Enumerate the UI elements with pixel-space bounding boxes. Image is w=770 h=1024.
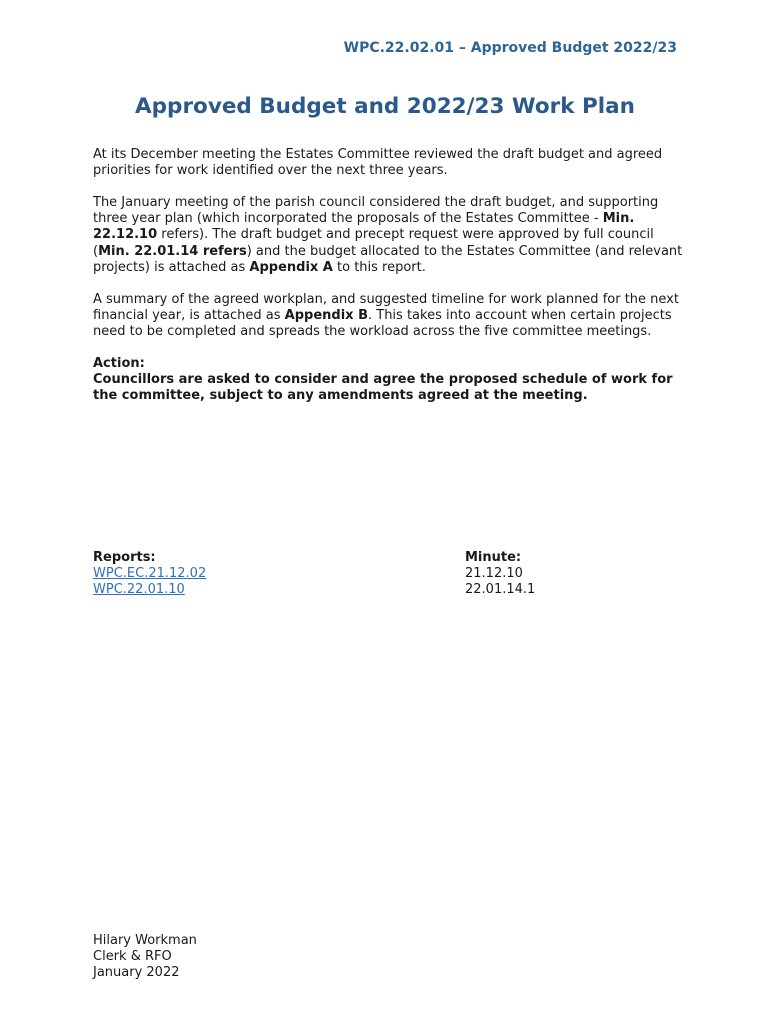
paragraph-december-meeting: At its December meeting the Estates Committee reviewed the draft budget and agreed priorities for work identified over the next three years. bbox=[93, 147, 663, 179]
para2-text-2: refers). The draft budget and precept request were approved by full council ( bbox=[93, 227, 654, 259]
reports-column bbox=[93, 550, 206, 599]
paragraph-january-meeting bbox=[93, 195, 693, 276]
action-block bbox=[93, 356, 693, 405]
document-reference: WPC.22.02.01 – Approved Budget 2022/23 bbox=[343, 40, 677, 56]
action-heading: Action: bbox=[93, 356, 145, 371]
minute-heading: Minute: bbox=[465, 550, 522, 565]
minute-item-22-01-14-1: 22.01.14.1 bbox=[465, 582, 536, 598]
minute-ref-22-12-10: Min. 22.12.10 bbox=[93, 211, 635, 243]
signoff-block bbox=[93, 933, 197, 982]
paragraph-workplan-summary bbox=[93, 292, 693, 341]
para2-text-3: ) and the budget allocated to the Estates Committee (and relevant projects) is attached as bbox=[93, 243, 683, 275]
minute-item-21-12-10: 21.12.10 bbox=[465, 566, 523, 582]
report-link-wpc-22-01-10[interactable]: WPC.22.01.10 bbox=[93, 582, 185, 598]
para2-text-1: The January meeting of the parish council considered the draft budget, and supporting three year plan (which incorporated the proposals of the Estates Committee - bbox=[93, 195, 659, 227]
reports-heading: Reports: bbox=[93, 550, 156, 565]
action-text: Councillors are asked to consider and agree the proposed schedule of work for the committee, subject to any amendments agreed at the meeting. bbox=[93, 372, 673, 404]
page-title: Approved Budget and 2022/23 Work Plan bbox=[135, 94, 635, 119]
para2-text-4: to this report. bbox=[332, 259, 426, 275]
appendix-b-ref: Appendix B bbox=[284, 308, 368, 324]
signoff-role: Clerk & RFO bbox=[93, 949, 172, 965]
signoff-date: January 2022 bbox=[93, 965, 180, 981]
para3-text-1: A summary of the agreed workplan, and suggested timeline for work planned for the next financial year, is attached as bbox=[93, 292, 679, 324]
para3-text-2: . This takes into account when certain projects need to be completed and spreads the workload across the five committee meetings. bbox=[93, 308, 672, 340]
signoff-name: Hilary Workman bbox=[93, 933, 197, 948]
minute-ref-22-01-14: Min. 22.01.14 refers bbox=[98, 243, 247, 259]
appendix-a-ref: Appendix A bbox=[249, 259, 333, 275]
minutes-column bbox=[465, 550, 535, 599]
report-link-wpc-ec-21-12-02[interactable]: WPC.EC.21.12.02 bbox=[93, 566, 207, 582]
